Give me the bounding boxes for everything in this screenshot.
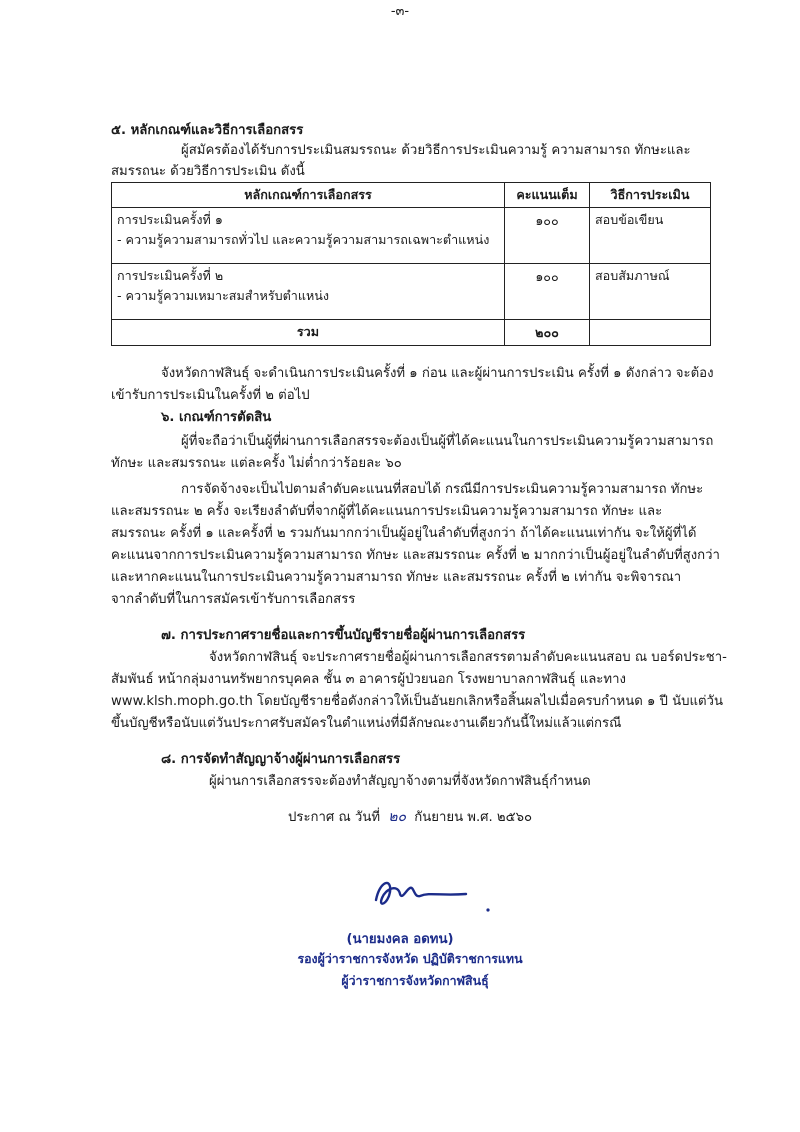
row2-criteria-detail: - ความรู้ความเหมาะสมสำหรับตำแหน่ง [117,288,330,303]
table-total-row [112,320,711,346]
row1-criteria-detail: - ความรู้ความสามารถทั่วไป และความรู้ความสามารถเฉพาะตำแหน่ง [117,232,490,247]
signer-name: (นายมงคล อดทน) [346,932,454,947]
table-row [112,264,711,320]
total-score: ๒๐๐ [505,320,590,346]
section5-heading: ๕. หลักเกณฑ์และวิธีการเลือกสรร [111,123,304,138]
row2-score: ๑๐๐ [505,264,590,320]
row2-criteria-title: การประเมินครั้งที่ ๒ [117,268,224,283]
row1-criteria [112,208,505,264]
row2-method: สอบสัมภาษณ์ [590,264,711,320]
signer-position-line1: รองผู้ว่าราชการจังหวัด ปฏิบัติราชการแทน [297,951,523,966]
header-score: คะแนนเต็ม [505,183,590,208]
section5-intro-line1: ผู้สมัครต้องได้รับการประเมินสมรรถนะ ด้วยวิธีการประเมินความรู้ ความสามารถ ทักษะและ [181,143,691,158]
section6-p2-line4: คะแนนจากการประเมินความรู้ความสามารถ ทักษะ และสมรรถนะ ครั้งที่ ๒ มากกว่าเป็นผู้อยู่ในลำดับที่สูงกว่า [111,548,720,563]
announcement-suffix: กันยายน พ.ศ. ๒๕๖๐ [414,810,533,825]
section5-after-line2: เข้ารับการประเมินในครั้งที่ ๒ ต่อไป [111,388,310,403]
total-method-empty [590,320,711,346]
section6-p1-line2: ทักษะ และสมรรถนะ แต่ละครั้ง ไม่ต่ำกว่าร้อยละ ๖๐ [111,456,402,471]
signature-mark-icon [370,870,510,920]
page-number: -๓- [390,4,410,19]
section5-after-line1: จังหวัดกาฬสินธุ์ จะดำเนินการประเมินครั้งที่ ๑ ก่อน และผู้ผ่านการประเมิน ครั้งที่ ๑ ดังกล่าว จะต้อง [161,366,714,381]
criteria-table [111,182,711,346]
announcement-date [288,806,532,828]
section6-p2-line5: และหากคะแนนในการประเมินความรู้ความสามารถ ทักษะ และสมรรถนะ ครั้งที่ ๒ เท่ากัน จะพิจารณา [111,570,682,585]
row2-criteria [112,264,505,320]
row1-criteria-title: การประเมินครั้งที่ ๑ [117,212,223,227]
section5-intro-line2: สมรรถนะ ด้วยวิธีการประเมิน ดังนี้ [111,164,305,179]
signer-position-line2: ผู้ว่าราชการจังหวัดกาฬสินธุ์ [341,973,489,988]
total-label: รวม [112,320,505,346]
header-criteria: หลักเกณฑ์การเลือกสรร [112,183,505,208]
section7-line4: ขึ้นบัญชีหรือนับแต่วันประกาศรับสมัครในตำแหน่งที่มีลักษณะงานเดียวกันนี้ใหม่แล้วแต่กรณี [111,716,622,731]
section6-p2-line3: สมรรถนะ ครั้งที่ ๑ และครั้งที่ ๒ รวมกันมากกว่าเป็นผู้อยู่ในลำดับที่สูงกว่า ถ้าได้คะแนนเท่ากัน จะให้ผู้ที่ได้ [111,526,697,541]
section6-heading: ๖. เกณฑ์การตัดสิน [161,410,272,425]
section6-p2-line2: และสมรรถนะ ๒ ครั้ง จะเรียงลำดับที่จากผู้ที่ได้คะแนนการประเมินความรู้ความสามารถ ทักษะ และ [111,504,663,519]
section7-line1: จังหวัดกาฬสินธุ์ จะประกาศรายชื่อผู้ผ่านการเลือกสรรตามลำดับคะแนนสอบ ณ บอร์ดประชา- [209,650,727,665]
criteria-table-header [112,183,711,208]
section7-line2: สัมพันธ์ หน้ากลุ่มงานทรัพยากรบุคคล ชั้น ๓ อาคารผู้ป่วยนอก โรงพยาบาลกาฬสินธุ์ และทาง [111,672,626,687]
section7-line3: www.klsh.moph.go.th โดยบัญชีรายชื่อดังกล่าวให้เป็นอันยกเลิกหรือสิ้นผลไปเมื่อครบกำหนด ๑ ปี นับแต่วัน [111,694,723,709]
announcement-prefix: ประกาศ ณ วันที่ [288,810,381,825]
table-row [112,208,711,264]
row1-score: ๑๐๐ [505,208,590,264]
section8-heading: ๘. การจัดทำสัญญาจ้างผู้ผ่านการเลือกสรร [161,752,401,767]
section8-line1: ผู้ผ่านการเลือกสรรจะต้องทำสัญญาจ้างตามที่จังหวัดกาฬสินธุ์กำหนด [209,774,591,789]
section7-heading: ๗. การประกาศรายชื่อและการขึ้นบัญชีรายชื่อผู้ผ่านการเลือกสรร [161,628,526,643]
section6-p2-line6: จากลำดับที่ในการสมัครเข้ารับการเลือกสรร [111,592,356,607]
handwritten-day: ๒๐ [388,809,407,825]
section6-p1-line1: ผู้ที่จะถือว่าเป็นผู้ที่ผ่านการเลือกสรรจะต้องเป็นผู้ที่ได้คะแนนในการประเมินความรู้ความสามารถ [181,434,714,449]
section6-p2-line1: การจัดจ้างจะเป็นไปตามลำดับคะแนนที่สอบได้ กรณีมีการประเมินความรู้ความสามารถ ทักษะ [181,482,704,497]
row1-method: สอบข้อเขียน [590,208,711,264]
header-method: วิธีการประเมิน [590,183,711,208]
